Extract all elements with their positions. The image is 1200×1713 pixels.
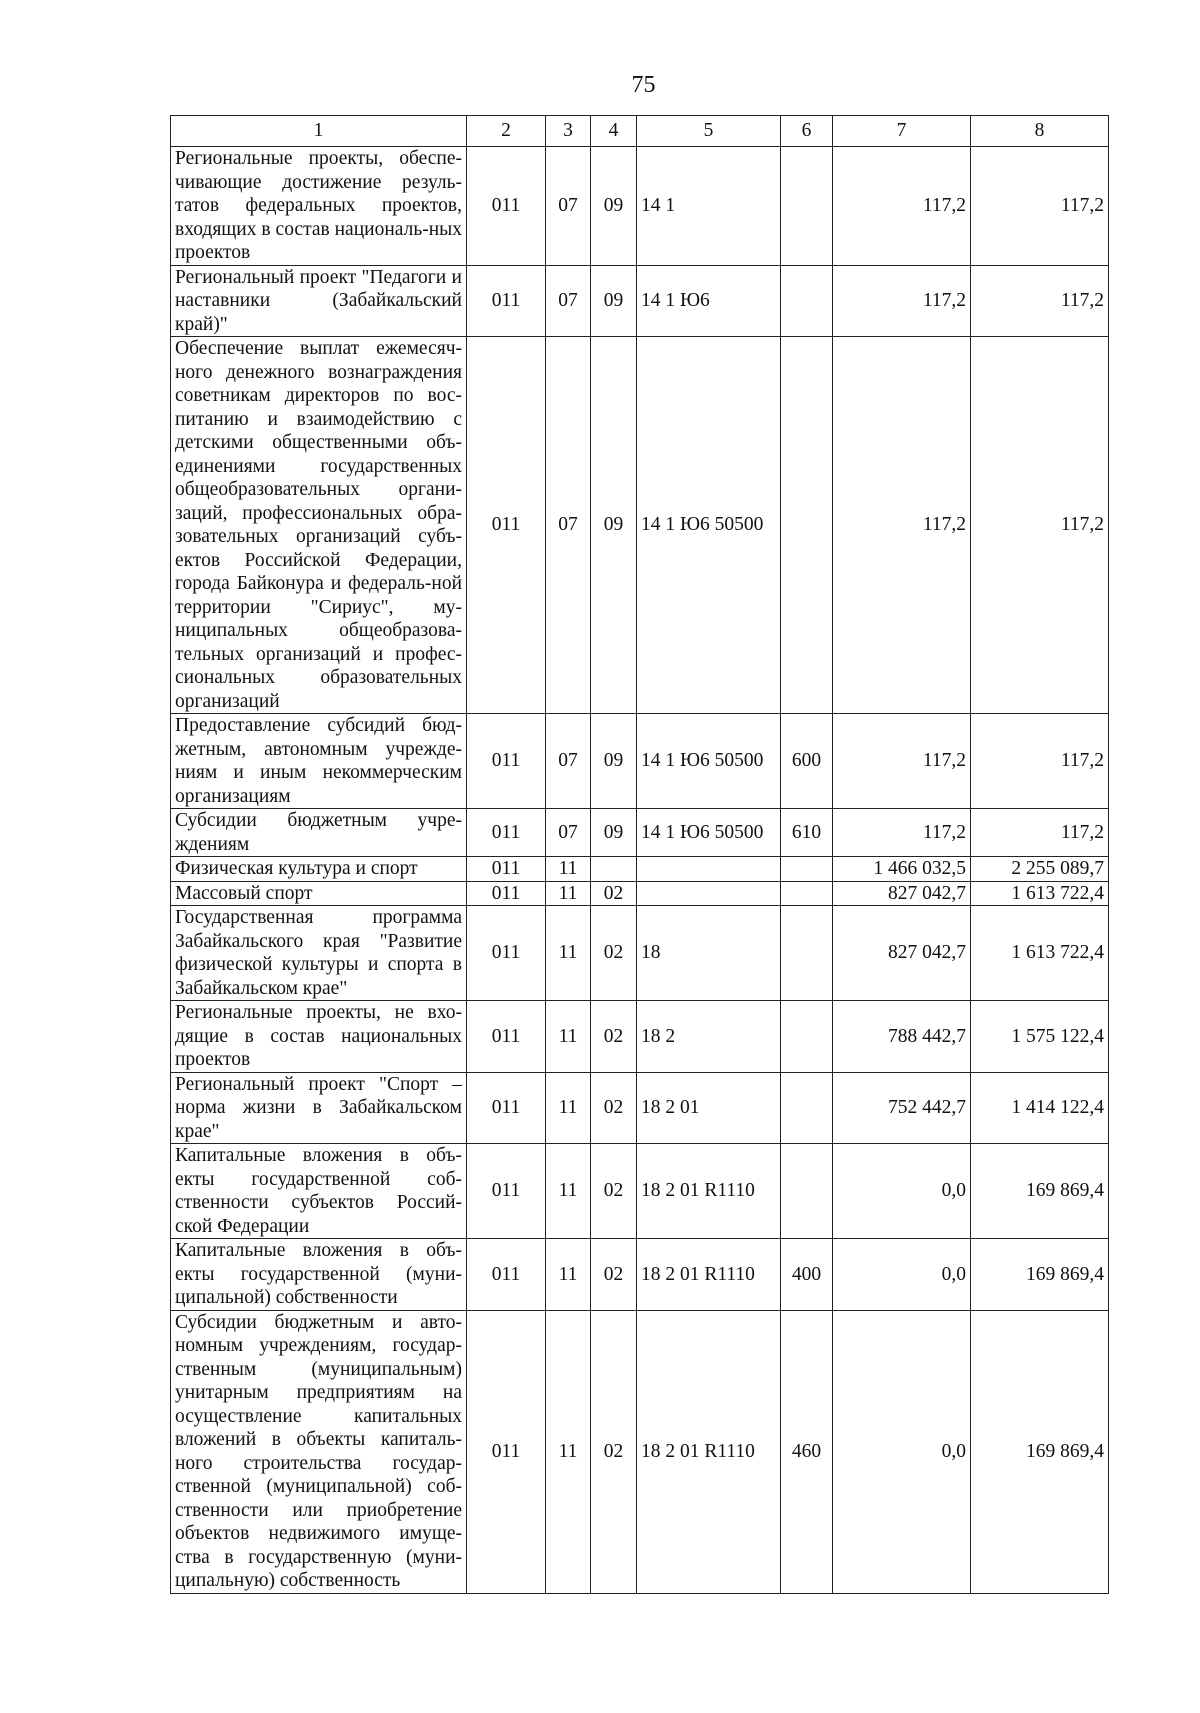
expense-type-code: [781, 906, 833, 1001]
amount-year-1: 0,0: [833, 1239, 971, 1311]
amount-year-1: 827 042,7: [833, 906, 971, 1001]
amount-year-2: 169 869,4: [971, 1239, 1109, 1311]
expense-type-code: [781, 1144, 833, 1239]
subsection-code: 09: [591, 147, 637, 266]
admin-code: 011: [467, 1310, 546, 1593]
header-row: [171, 116, 1109, 147]
admin-code: 011: [467, 1001, 546, 1073]
col-header: 3: [546, 116, 591, 147]
target-article-code: 18 2: [637, 1001, 781, 1073]
table-body: [171, 147, 1109, 1594]
amount-year-1: 0,0: [833, 1144, 971, 1239]
row-name: Региональные проекты, не вхо-дящие в состав национальных проектов: [171, 1001, 467, 1073]
expense-type-code: 610: [781, 809, 833, 857]
section-code: 07: [546, 809, 591, 857]
row-name: Предоставление субсидий бюд-жетным, автономным учрежде-ниям и иным некоммерческим организациям: [171, 714, 467, 809]
target-article-code: [637, 857, 781, 882]
table-row: [171, 337, 1109, 714]
target-article-code: 18 2 01: [637, 1072, 781, 1144]
section-code: 11: [546, 1239, 591, 1311]
row-name: Массовый спорт: [171, 881, 467, 906]
amount-year-1: 788 442,7: [833, 1001, 971, 1073]
table-row: [171, 809, 1109, 857]
section-code: 07: [546, 337, 591, 714]
amount-year-2: 169 869,4: [971, 1144, 1109, 1239]
expense-type-code: [781, 881, 833, 906]
amount-year-2: 1 613 722,4: [971, 906, 1109, 1001]
admin-code: 011: [467, 1239, 546, 1311]
row-name: Капитальные вложения в объ-екты государственной соб-ственности субъектов Россий-ской Федерации: [171, 1144, 467, 1239]
amount-year-1: 117,2: [833, 147, 971, 266]
table-row: [171, 906, 1109, 1001]
amount-year-2: 117,2: [971, 337, 1109, 714]
amount-year-2: 1 575 122,4: [971, 1001, 1109, 1073]
amount-year-2: 117,2: [971, 714, 1109, 809]
col-header: 1: [171, 116, 467, 147]
section-code: 11: [546, 1144, 591, 1239]
subsection-code: 02: [591, 1144, 637, 1239]
admin-code: 011: [467, 881, 546, 906]
expense-type-code: [781, 857, 833, 882]
table-row: [171, 714, 1109, 809]
admin-code: 011: [467, 906, 546, 1001]
target-article-code: 14 1 Ю6 50500: [637, 337, 781, 714]
amount-year-2: 117,2: [971, 147, 1109, 266]
section-code: 11: [546, 1310, 591, 1593]
section-code: 07: [546, 714, 591, 809]
amount-year-2: 1 414 122,4: [971, 1072, 1109, 1144]
row-name: Региональные проекты, обеспе-чивающие достижение резуль-татов федеральных проектов, входящих в состав националь-ных проектов: [171, 147, 467, 266]
target-article-code: 14 1: [637, 147, 781, 266]
amount-year-2: 117,2: [971, 265, 1109, 337]
row-name: Региональный проект "Спорт – норма жизни в Забайкальском крае": [171, 1072, 467, 1144]
row-name: Субсидии бюджетным и авто-номным учреждениям, государ-ственным (муниципальным) унитарным предприятиям на осуществление капитальных вложений в объекты капиталь-ного строительства государ-ственной (муниципальной) соб-ственности или приобретение объектов недвижимого имуще-ства в государственную (муни-ципальную) собственность: [171, 1310, 467, 1593]
target-article-code: 18: [637, 906, 781, 1001]
section-code: 07: [546, 265, 591, 337]
subsection-code: 02: [591, 1239, 637, 1311]
amount-year-2: 1 613 722,4: [971, 881, 1109, 906]
amount-year-1: 117,2: [833, 809, 971, 857]
target-article-code: 14 1 Ю6 50500: [637, 714, 781, 809]
amount-year-1: 827 042,7: [833, 881, 971, 906]
expense-type-code: [781, 265, 833, 337]
admin-code: 011: [467, 857, 546, 882]
section-code: 11: [546, 1072, 591, 1144]
amount-year-2: 117,2: [971, 809, 1109, 857]
admin-code: 011: [467, 809, 546, 857]
expense-type-code: [781, 1001, 833, 1073]
amount-year-1: 1 466 032,5: [833, 857, 971, 882]
admin-code: 011: [467, 265, 546, 337]
col-header: 5: [637, 116, 781, 147]
subsection-code: 09: [591, 265, 637, 337]
expense-type-code: 600: [781, 714, 833, 809]
col-header: 7: [833, 116, 971, 147]
row-name: Субсидии бюджетным учре-ждениям: [171, 809, 467, 857]
row-name: Региональный проект "Педагоги и наставники (Забайкальский край)": [171, 265, 467, 337]
table-row: [171, 147, 1109, 266]
target-article-code: 18 2 01 R1110: [637, 1144, 781, 1239]
admin-code: 011: [467, 1144, 546, 1239]
subsection-code: 02: [591, 1001, 637, 1073]
subsection-code: 09: [591, 337, 637, 714]
expense-type-code: [781, 337, 833, 714]
amount-year-1: 752 442,7: [833, 1072, 971, 1144]
subsection-code: 02: [591, 906, 637, 1001]
col-header: 8: [971, 116, 1109, 147]
target-article-code: [637, 881, 781, 906]
section-code: 11: [546, 857, 591, 882]
admin-code: 011: [467, 714, 546, 809]
table-row: [171, 1072, 1109, 1144]
expense-type-code: [781, 1072, 833, 1144]
table-row: [171, 881, 1109, 906]
amount-year-1: 117,2: [833, 337, 971, 714]
admin-code: 011: [467, 337, 546, 714]
target-article-code: 14 1 Ю6 50500: [637, 809, 781, 857]
row-name: Государственная программа Забайкальского края "Развитие физической культуры и спорта в Забайкальском крае": [171, 906, 467, 1001]
table-row: [171, 1239, 1109, 1311]
row-name: Физическая культура и спорт: [171, 857, 467, 882]
amount-year-2: 169 869,4: [971, 1310, 1109, 1593]
section-code: 11: [546, 881, 591, 906]
subsection-code: 09: [591, 714, 637, 809]
target-article-code: 14 1 Ю6: [637, 265, 781, 337]
section-code: 11: [546, 1001, 591, 1073]
table-row: [171, 1001, 1109, 1073]
expense-type-code: [781, 147, 833, 266]
target-article-code: 18 2 01 R1110: [637, 1239, 781, 1311]
row-name: Обеспечение выплат ежемесяч-ного денежного вознаграждения советникам директоров по вос-питанию и взаимодействию с детскими общественными объ-единениями государственных общеобразовательных органи-заций, профессиональных обра-зовательных организаций субъ-ектов Российской Федерации, города Байконура и федераль-ной территории "Сириус", му-ниципальных общеобразова-тельных организаций и профес-сиональных образовательных организаций: [171, 337, 467, 714]
table-row: [171, 1144, 1109, 1239]
col-header: 2: [467, 116, 546, 147]
expense-type-code: 400: [781, 1239, 833, 1311]
col-header: 4: [591, 116, 637, 147]
section-code: 11: [546, 906, 591, 1001]
row-name: Капитальные вложения в объ-екты государственной (муни-ципальной) собственности: [171, 1239, 467, 1311]
table-row: [171, 857, 1109, 882]
subsection-code: 09: [591, 809, 637, 857]
expense-type-code: 460: [781, 1310, 833, 1593]
budget-table: [170, 115, 1109, 1594]
table-row: [171, 1310, 1109, 1593]
table-row: [171, 265, 1109, 337]
amount-year-1: 117,2: [833, 714, 971, 809]
subsection-code: 02: [591, 1072, 637, 1144]
amount-year-2: 2 255 089,7: [971, 857, 1109, 882]
subsection-code: 02: [591, 1310, 637, 1593]
section-code: 07: [546, 147, 591, 266]
admin-code: 011: [467, 1072, 546, 1144]
amount-year-1: 117,2: [833, 265, 971, 337]
admin-code: 011: [467, 147, 546, 266]
page-number: 75: [631, 72, 656, 98]
subsection-code: [591, 857, 637, 882]
subsection-code: 02: [591, 881, 637, 906]
col-header: 6: [781, 116, 833, 147]
amount-year-1: 0,0: [833, 1310, 971, 1593]
target-article-code: 18 2 01 R1110: [637, 1310, 781, 1593]
